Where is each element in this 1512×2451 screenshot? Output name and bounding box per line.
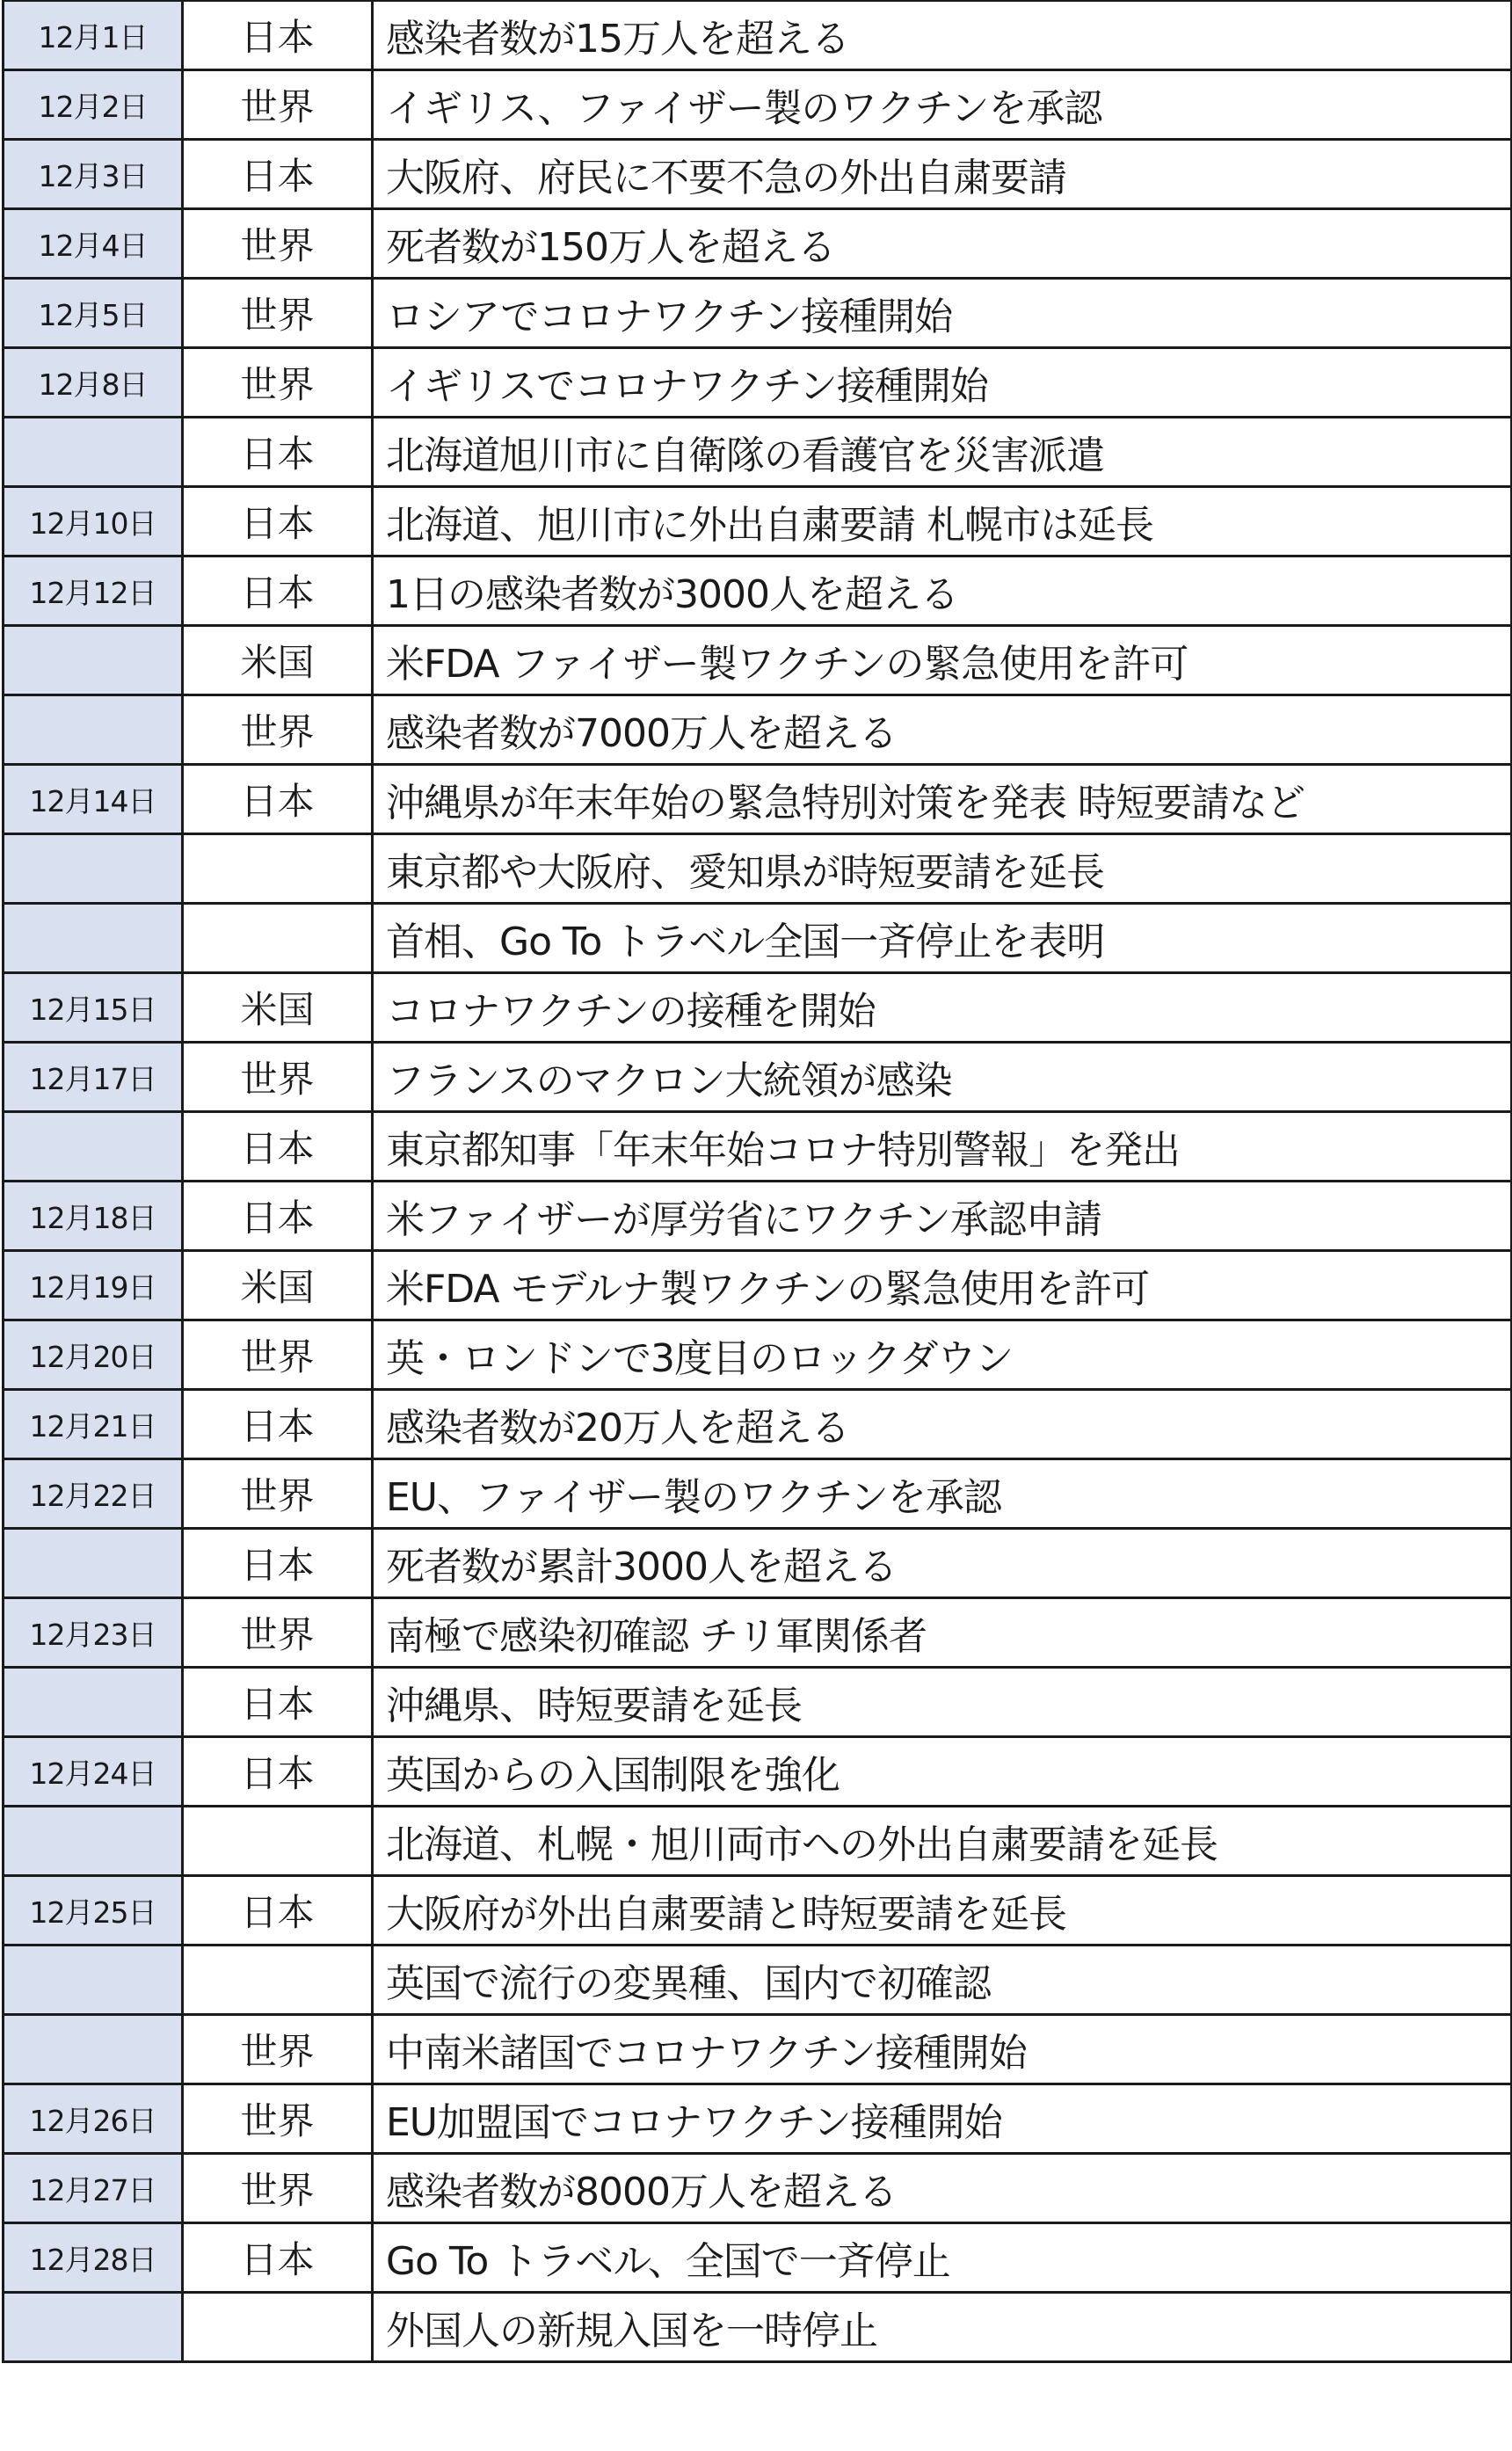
region-cell: 日本 [183,418,373,487]
table-row [4,1043,1512,1112]
date-cell: 12月4日 [4,209,183,279]
event-cell: 死者数が累計3000人を超える [373,1529,1512,1598]
table-row [4,1737,1512,1807]
event-cell: 沖縄県、時短要請を延長 [373,1668,1512,1737]
table-row [4,418,1512,487]
table-row [4,1946,1512,2015]
region-cell: 日本 [183,1529,373,1598]
table-row [4,279,1512,348]
date-cell: 12月22日 [4,1459,183,1529]
table-row [4,2154,1512,2223]
date-cell: 12月18日 [4,1182,183,1251]
table-row [4,209,1512,279]
region-cell: 日本 [183,1112,373,1182]
region-cell: 日本 [183,1,373,70]
event-cell: 英・ロンドンで3度目のロックダウン [373,1320,1512,1390]
event-cell: 感染者数が8000万人を超える [373,2154,1512,2223]
table-row [4,1390,1512,1459]
region-cell: 日本 [183,2223,373,2293]
region-cell: 世界 [183,2154,373,2223]
event-cell: 北海道、旭川市に外出自粛要請 札幌市は延長 [373,487,1512,556]
event-cell: 英国からの入国制限を強化 [373,1737,1512,1807]
region-cell: 日本 [183,1737,373,1807]
date-cell: 12月10日 [4,487,183,556]
event-cell: 中南米諸国でコロナワクチン接種開始 [373,2015,1512,2084]
region-cell [183,1807,373,1876]
region-cell: 世界 [183,2015,373,2084]
region-cell: 米国 [183,626,373,695]
table-row [4,487,1512,556]
region-cell: 世界 [183,209,373,279]
table-row [4,1,1512,70]
date-cell: 12月15日 [4,973,183,1043]
event-cell: 東京都や大阪府、愛知県が時短要請を延長 [373,834,1512,904]
table-row [4,2084,1512,2154]
table-row [4,70,1512,140]
date-cell: 12月20日 [4,1320,183,1390]
table-row [4,556,1512,626]
region-cell: 日本 [183,1182,373,1251]
date-cell: 12月3日 [4,140,183,209]
table-row [4,695,1512,765]
date-cell: 12月2日 [4,70,183,140]
region-cell: 日本 [183,1876,373,1946]
table-row [4,1320,1512,1390]
event-cell: 北海道旭川市に自衛隊の看護官を災害派遣 [373,418,1512,487]
table-row [4,626,1512,695]
table-row [4,973,1512,1043]
event-cell: フランスのマクロン大統領が感染 [373,1043,1512,1112]
event-cell: コロナワクチンの接種を開始 [373,973,1512,1043]
event-cell: EU加盟国でコロナワクチン接種開始 [373,2084,1512,2154]
region-cell: 米国 [183,1251,373,1320]
event-cell: 感染者数が15万人を超える [373,1,1512,70]
date-cell: 12月14日 [4,765,183,834]
date-cell [4,1668,183,1737]
event-cell: 1日の感染者数が3000人を超える [373,556,1512,626]
table-row [4,2015,1512,2084]
date-cell [4,2015,183,2084]
region-cell: 日本 [183,140,373,209]
event-cell: 米FDA モデルナ製ワクチンの緊急使用を許可 [373,1251,1512,1320]
date-cell [4,834,183,904]
date-cell [4,1946,183,2015]
event-cell: 感染者数が20万人を超える [373,1390,1512,1459]
table-row [4,1807,1512,1876]
region-cell: 日本 [183,765,373,834]
event-cell: 北海道、札幌・旭川両市への外出自粛要請を延長 [373,1807,1512,1876]
event-cell: Go To トラベル、全国で一斉停止 [373,2223,1512,2293]
event-cell: イギリス、ファイザー製のワクチンを承認 [373,70,1512,140]
region-cell: 日本 [183,556,373,626]
date-cell: 12月28日 [4,2223,183,2293]
date-cell [4,418,183,487]
date-cell [4,626,183,695]
event-cell: EU、ファイザー製のワクチンを承認 [373,1459,1512,1529]
table-row [4,1598,1512,1668]
event-cell: 大阪府が外出自粛要請と時短要請を延長 [373,1876,1512,1946]
date-cell: 12月26日 [4,2084,183,2154]
date-cell: 12月5日 [4,279,183,348]
date-cell [4,1112,183,1182]
table-row [4,2293,1512,2362]
region-cell [183,2293,373,2362]
region-cell: 世界 [183,2084,373,2154]
date-cell: 12月21日 [4,1390,183,1459]
region-cell: 世界 [183,695,373,765]
date-cell: 12月27日 [4,2154,183,2223]
event-cell: イギリスでコロナワクチン接種開始 [373,348,1512,418]
table-row [4,1668,1512,1737]
date-cell: 12月17日 [4,1043,183,1112]
date-cell [4,2293,183,2362]
region-cell [183,1946,373,2015]
region-cell: 世界 [183,279,373,348]
table-row [4,1529,1512,1598]
table-row [4,348,1512,418]
table-row [4,834,1512,904]
date-cell [4,904,183,973]
event-cell: 英国で流行の変異種、国内で初確認 [373,1946,1512,2015]
table-row [4,904,1512,973]
region-cell: 世界 [183,1043,373,1112]
date-cell: 12月25日 [4,1876,183,1946]
region-cell: 世界 [183,348,373,418]
table-row [4,140,1512,209]
table-row [4,2223,1512,2293]
date-cell: 12月1日 [4,1,183,70]
event-cell: 首相、Go To トラベル全国一斉停止を表明 [373,904,1512,973]
table-row [4,1182,1512,1251]
date-cell [4,1529,183,1598]
region-cell [183,834,373,904]
region-cell: 米国 [183,973,373,1043]
event-cell: 大阪府、府民に不要不急の外出自粛要請 [373,140,1512,209]
timeline-table [2,0,1512,2363]
event-cell: 南極で感染初確認 チリ軍関係者 [373,1598,1512,1668]
event-cell: 沖縄県が年末年始の緊急特別対策を発表 時短要請など [373,765,1512,834]
region-cell: 日本 [183,1668,373,1737]
date-cell [4,695,183,765]
date-cell: 12月12日 [4,556,183,626]
event-cell: 米FDA ファイザー製ワクチンの緊急使用を許可 [373,626,1512,695]
event-cell: ロシアでコロナワクチン接種開始 [373,279,1512,348]
event-cell: 米ファイザーが厚労省にワクチン承認申請 [373,1182,1512,1251]
date-cell: 12月19日 [4,1251,183,1320]
date-cell [4,1807,183,1876]
region-cell: 日本 [183,487,373,556]
date-cell: 12月24日 [4,1737,183,1807]
region-cell: 世界 [183,70,373,140]
event-cell: 外国人の新規入国を一時停止 [373,2293,1512,2362]
event-cell: 東京都知事「年末年始コロナ特別警報」を発出 [373,1112,1512,1182]
region-cell: 日本 [183,1390,373,1459]
region-cell: 世界 [183,1320,373,1390]
event-cell: 死者数が150万人を超える [373,209,1512,279]
date-cell: 12月23日 [4,1598,183,1668]
table-row [4,1876,1512,1946]
table-row [4,765,1512,834]
event-cell: 感染者数が7000万人を超える [373,695,1512,765]
region-cell: 世界 [183,1459,373,1529]
table-row [4,1459,1512,1529]
table-row [4,1112,1512,1182]
region-cell: 世界 [183,1598,373,1668]
timeline-body [4,1,1512,2362]
date-cell: 12月8日 [4,348,183,418]
table-row [4,1251,1512,1320]
region-cell [183,904,373,973]
